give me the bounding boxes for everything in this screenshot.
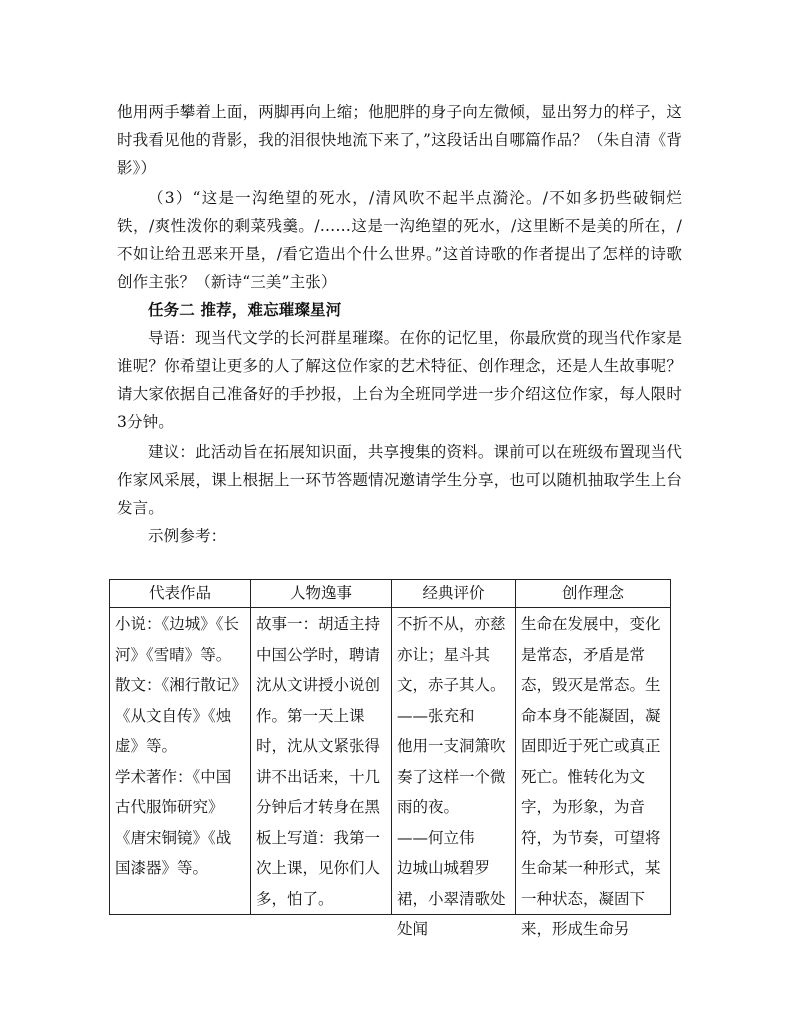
cell-philosophy (516, 608, 671, 938)
header-works: 代表作品 (110, 580, 251, 608)
cell-reviews (392, 608, 516, 938)
paragraph-intro: 导语：现当代文学的长河群星璀璨。在你的记忆里，你最欣赏的现当代作家是谁呢？你希望让更多的人了解这位作家的艺术特征、创作理念，还是人生故事呢？请大家依据自己准备好的手抄报，上台为全班同学进一步介绍这位作家，每人限时3分钟。 (117, 329, 682, 431)
paragraph-suggestion: 建议：此活动旨在拓展知识面，共享搜集的资料。课前可以在班级布置现当代作家风采展，课上根据上一环节答题情况邀请学生分享，也可以随机抽取学生上台发言。 (117, 443, 682, 517)
review-zhang: 不折不从，亦慈亦让；星斗其文，赤子其人。 (397, 615, 506, 694)
paragraph-example-label: 示例参考： (148, 527, 227, 545)
header-anecdotes: 人物逸事 (251, 580, 392, 608)
works-essays: 散文：《湘行散记》《从文自传》《烛虚》等。 (115, 676, 240, 755)
review-he-author: ——何立伟 (397, 828, 475, 847)
document-body (117, 98, 682, 550)
review-zhang-author: ——张充和 (397, 706, 475, 725)
works-academic: 学术著作：《中国古代服饰研究》《唐宋铜镜》《战国漆器》等。 (115, 767, 232, 877)
review-he: 他用一支洞箫吹奏了这样一个微雨的夜。 (397, 737, 506, 816)
review-verse: 边城山城碧罗裙，小翠清歌处处闻 (397, 859, 506, 938)
table-row (110, 608, 671, 915)
cell-anecdotes (251, 608, 392, 915)
cell-works (110, 608, 251, 915)
header-philosophy: 创作理念 (516, 580, 671, 608)
philosophy-text: 生命在发展中，变化是常态，矛盾是常态，毁灭是常态。生命本身不能凝固，凝固即近于死亡或真正死亡。惟转化为文字，为形象，为音符，为节奏，可望将生命某一种形式，某一种状态，凝固下来，形成生命另 (521, 615, 661, 938)
anecdote-one: 故事一：胡适主持中国公学时，聘请沈从文讲授小说创作。第一天上课时，沈从文紧张得讲不出话来，十几分钟后才转身在黑板上写道：我第一次上课，见你们人多，怕了。 (256, 615, 381, 908)
paragraph-beiying-quote: 他用两手攀着上面，两脚再向上缩；他肥胖的身子向左微倾，显出努力的样子，这时我看见他的背影，我的泪很快地流下来了，”这段话出自哪篇作品？（朱自清《背影》） (117, 103, 682, 177)
paragraph-sishui-question: （3）“这是一沟绝望的死水，/清风吹不起半点漪沦。/不如多扔些破铜烂铁，/爽性泼你的剩菜残羹。/……这是一沟绝望的死水，/这里断不是美的所在，/不如让给丑恶来开垦，/看它造出个什么世界。”这首诗歌的作者提出了怎样的诗歌创作主张？（新诗“三美”主张） (117, 189, 682, 291)
task-two-heading: 任务二 推荐，难忘璀璨星河 (148, 300, 342, 319)
works-novels: 小说：《边城》《长河》《雪晴》等。 (115, 615, 240, 664)
table-header-row (110, 580, 671, 608)
header-reviews: 经典评价 (392, 580, 516, 608)
author-reference-table (109, 579, 671, 938)
